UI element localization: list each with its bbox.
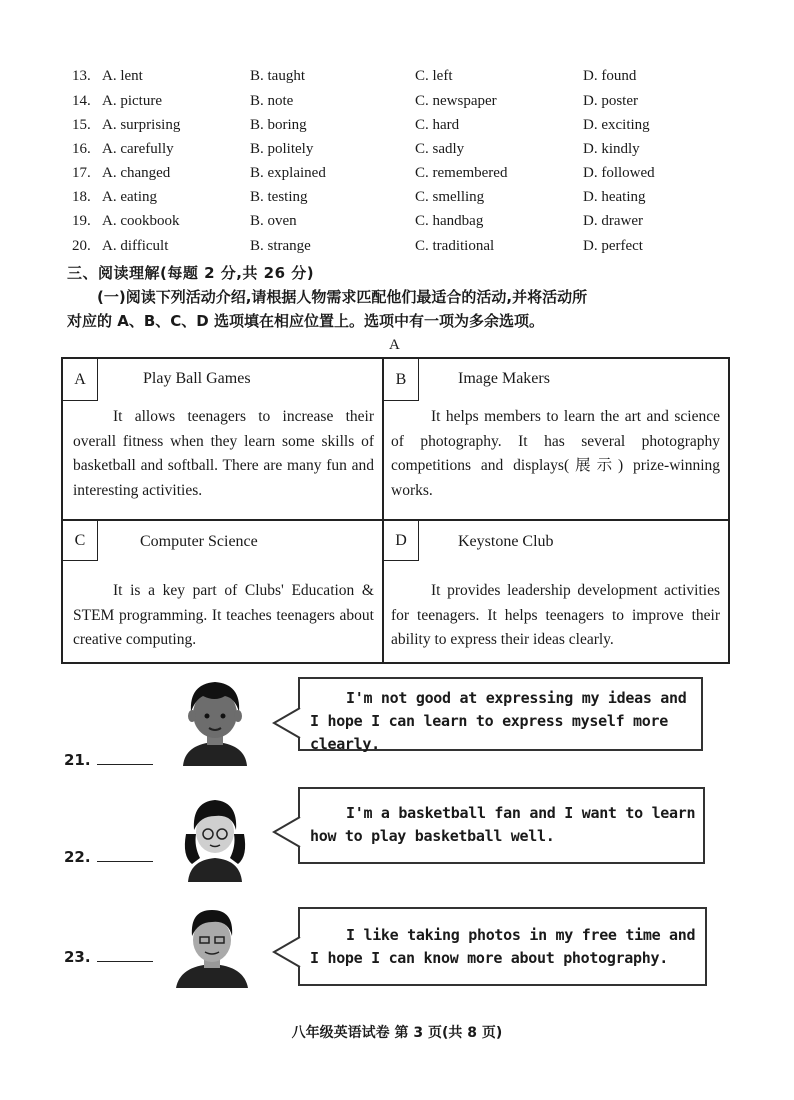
question-22: 22. [64,848,153,866]
question-number: 15. [72,117,91,133]
activity-body: It provides leadership development activities for teenagers. It helps teenagers to improve their ability to express their ideas clearly. [391,582,720,648]
answer-blank[interactable] [97,849,153,862]
option-b: B. explained [250,165,326,181]
question-23: 23. [64,948,153,966]
option-d: D. exciting [583,117,650,133]
option-c: C. sadly [415,141,465,157]
speech-tail-icon [272,815,302,849]
option-c: C. handbag [415,213,484,229]
activity-letter: C [63,521,98,561]
answer-blank[interactable] [97,949,153,962]
speech-text: I like taking photos in my free time and I hope I can know more about photography. [310,926,696,967]
page-footer: 八年级英语试卷 第 3 页(共 8 页) [291,1025,503,1041]
question-number: 19. [72,213,91,229]
option-a: A. cookbook [102,213,180,229]
option-a: A. surprising [102,117,181,133]
speech-tail-icon [272,706,302,740]
question-number: 20. [72,238,91,254]
question-number: 18. [72,189,91,205]
option-a: A. lent [102,68,143,84]
activity-title: Computer Science [140,533,258,550]
option-c: C. newspaper [415,93,497,109]
option-a: A. difficult [102,238,169,254]
activity-body: It helps members to learn the art and science of photography. It has several photography competitions and displays(展示) prize-winning works. [391,408,720,499]
option-d: D. poster [583,93,638,109]
speech-bubble-21 [298,677,703,751]
option-a: A. changed [102,165,171,181]
activity-cell-a [63,359,382,519]
option-d: D. kindly [583,141,640,157]
option-d: D. heating [583,189,646,205]
answer-blank[interactable] [97,752,153,765]
activity-letter: B [384,359,419,401]
option-c: C. hard [415,117,460,133]
activity-cell-c [63,521,382,662]
girl-avatar-icon [180,794,250,882]
section-title: 三、阅读理解(每题 2 分,共 26 分) [67,264,315,282]
question-number: 14. [72,93,91,109]
activity-title: Play Ball Games [143,370,251,387]
option-c: C. left [415,68,453,84]
question-number: 13. [72,68,91,84]
activity-cell-d [384,521,728,662]
question-21: 21. [64,751,153,769]
option-b: B. note [250,93,294,109]
option-d: D. drawer [583,213,643,229]
speech-text: I'm a basketball fan and I want to learn how to play basketball well. [310,804,696,845]
option-b: B. strange [250,238,311,254]
option-row [0,141,794,165]
instruction-line-1: (一)阅读下列活动介绍,请根据人物需求匹配他们最适合的活动,并将活动所 [97,288,588,306]
option-row [0,238,794,262]
activity-letter: D [384,521,419,561]
option-row [0,213,794,237]
option-b: B. testing [250,189,308,205]
option-b: B. boring [250,117,307,133]
option-a: A. picture [102,93,162,109]
activity-letter: A [63,359,98,401]
activity-table [61,357,730,664]
option-d: D. perfect [583,238,643,254]
activity-title: Keystone Club [458,533,554,550]
option-c: C. traditional [415,238,495,254]
speech-tail-icon [272,935,302,969]
activity-cell-b [384,359,728,519]
option-d: D. found [583,68,637,84]
question-number: 16. [72,141,91,157]
instruction-line-2: 对应的 A、B、C、D 选项填在相应位置上。选项中有一项为多余选项。 [67,312,544,330]
passage-letter: A [389,337,400,353]
option-row [0,93,794,117]
option-b: B. taught [250,68,305,84]
option-row [0,189,794,213]
option-row [0,165,794,189]
speech-text: I'm not good at expressing my ideas and I hope I can learn to express myself more clearly. [310,689,687,753]
option-a: A. carefully [102,141,174,157]
boy-avatar-icon [175,676,255,766]
question-number: 17. [72,165,91,181]
option-b: B. oven [250,213,297,229]
activity-body: It allows teenagers to increase their overall fitness when they learn some skills of basketball and softball. There are many fun and interesting activities. [73,408,374,499]
activity-title: Image Makers [458,370,550,387]
activity-body: It is a key part of Clubs' Education & STEM programming. It teaches teenagers about creative computing. [73,582,374,648]
option-d: D. followed [583,165,655,181]
option-row [0,68,794,92]
speech-bubble-23 [298,907,707,986]
speech-bubble-22 [298,787,705,864]
man-avatar-icon [172,906,252,988]
option-b: B. politely [250,141,314,157]
option-row [0,117,794,141]
option-c: C. smelling [415,189,485,205]
option-c: C. remembered [415,165,508,181]
option-a: A. eating [102,189,157,205]
